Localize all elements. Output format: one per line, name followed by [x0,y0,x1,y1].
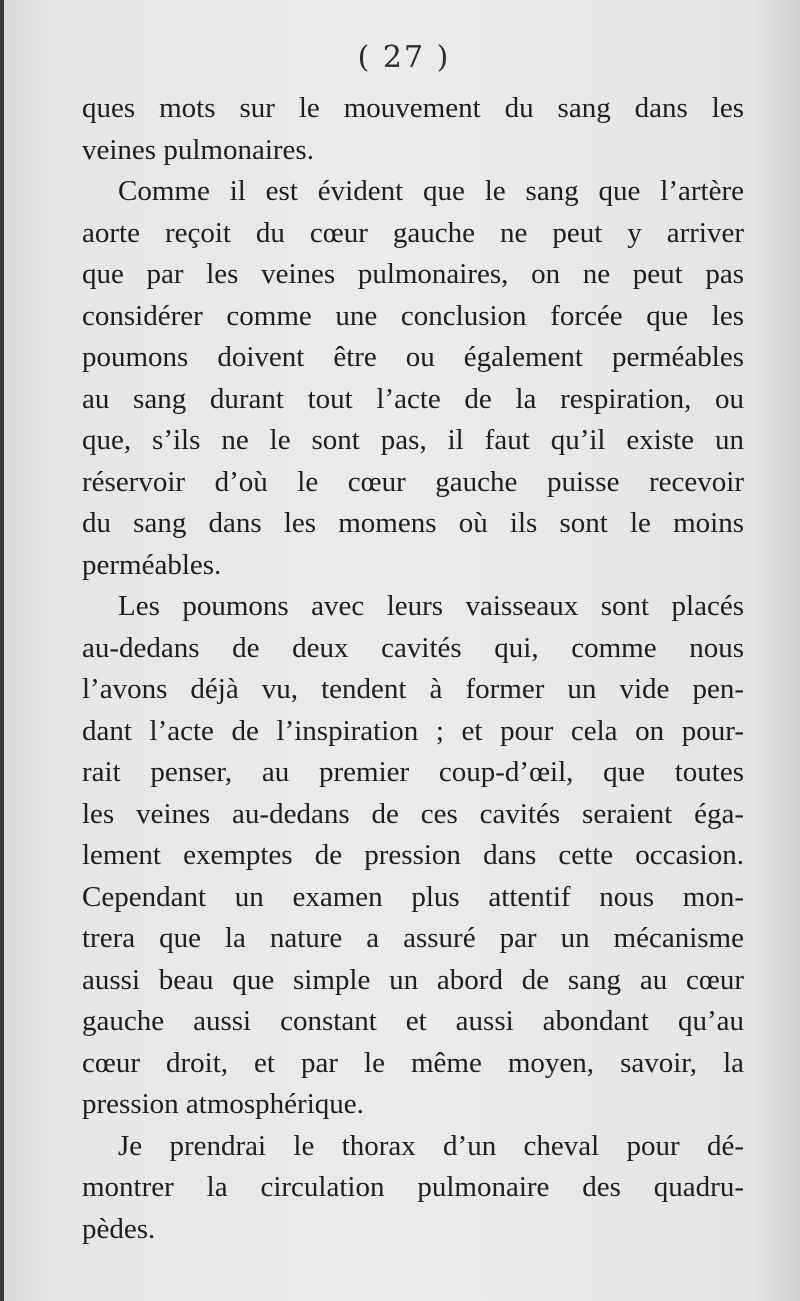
text-line: au-dedans de deux cavités qui, comme nous [82,631,744,664]
text-line: au sang durant tout l’acte de la respiration, ou [82,382,744,415]
text-line: montrer la circulation pulmonaire des quadru- [82,1171,744,1203]
text-line: Comme il est évident que le sang que l’artère [118,175,744,207]
text-line: ques mots sur le mouvement du sang dans les [82,92,744,124]
text-line: pression atmosphérique. [82,1088,364,1120]
text-line: veines pulmonaires. [82,133,314,166]
text-line: Cependant un examen plus attentif nous mon- [82,880,744,913]
text-line: trera que la nature a assuré par un mécanisme [82,922,744,954]
text-line: Je prendrai le thorax d’un cheval pour dé- [118,1129,744,1162]
text-line: du sang dans les momens où ils sont le moins [82,507,744,539]
text-line: réservoir d’où le cœur gauche puisse recevoir [82,465,744,498]
text-line: rait penser, au premier coup-d’œil, que toutes [82,756,744,788]
text-line: lement exemptes de pression dans cette occasion. [82,839,744,871]
text-line: pèdes. [82,1212,156,1245]
text-line: les veines au-dedans de ces cavités seraient éga- [82,797,744,830]
text-line: que, s’ils ne le sont pas, il faut qu’il existe un [82,424,744,456]
text-line: l’avons déjà vu, tendent à former un vide pen- [82,673,744,705]
text-line: Les poumons avec leurs vaisseaux sont placés [118,590,744,622]
body-text [82,88,744,1250]
text-line: dant l’acte de l’inspiration ; et pour cela on pour- [82,714,744,747]
text-line: aorte reçoit du cœur gauche ne peut y arriver [82,216,744,249]
text-line: gauche aussi constant et aussi abondant qu’au [82,1005,744,1037]
text-line: perméables. [82,548,222,581]
text-line: aussi beau que simple un abord de sang au cœur [82,963,744,996]
text-line: considérer comme une conclusion forcée que les [82,299,744,332]
page-number: ( 27 ) [357,40,451,75]
text-line: cœur droit, et par le même moyen, savoir, la [82,1046,744,1079]
text-line: poumons doivent être ou également perméables [82,341,744,373]
text-line: que par les veines pulmonaires, on ne peut pas [82,258,744,290]
